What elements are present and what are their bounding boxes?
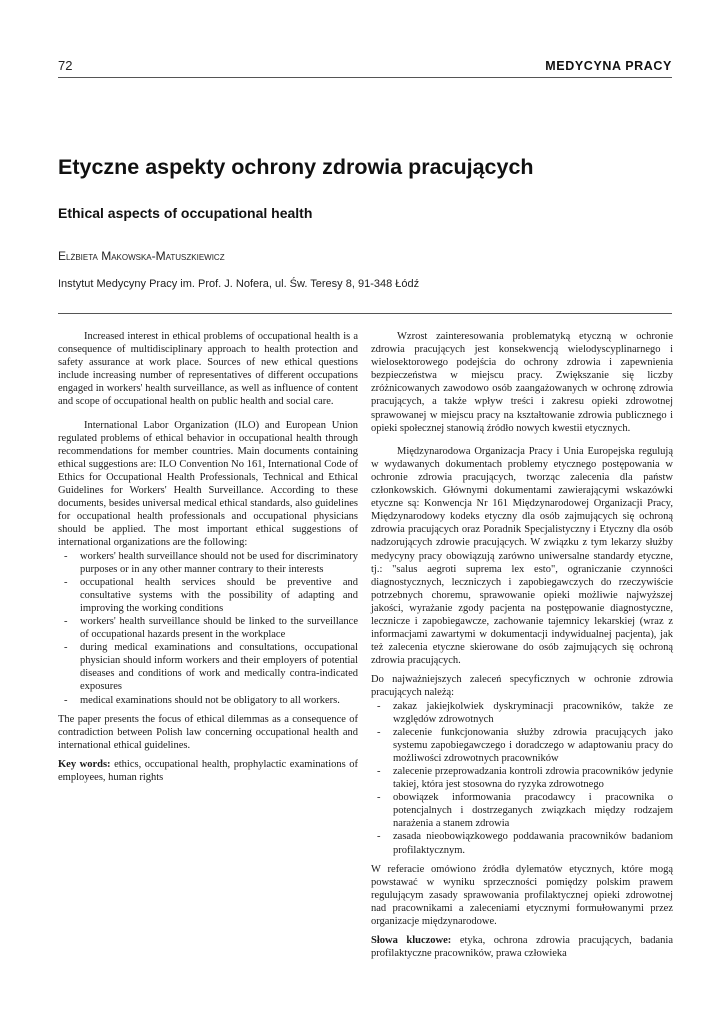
- abstract-en-list: [58, 550, 358, 707]
- abstract-english: [58, 330, 358, 784]
- article-title-polish: Etyczne aspekty ochrony zdrowia pracujących: [58, 155, 534, 179]
- keywords-label: Key words:: [58, 758, 111, 770]
- abstract-pl-keywords: [371, 934, 673, 960]
- journal-name: MEDYCYNA PRACY: [545, 59, 672, 73]
- abstract-pl-list: [371, 700, 673, 857]
- list-item: - workers' health surveillance should be linked to the surveillance of occupational hazards present in the workplace: [58, 615, 358, 641]
- list-item: - zalecenie funkcjonowania służby zdrowia pracujących jako systemu zapobiegawczego i doradczego w adaptowaniu pracy do możliwości zdrowotnych pracowników: [371, 726, 673, 765]
- keywords-text: etyka, ochrona zdrowia pracujących, badania profilaktyczne pracowników, prawa człowieka: [371, 935, 673, 960]
- author-affiliation: Instytut Medycyny Pracy im. Prof. J. Nofera, ul. Św. Teresy 8, 91-348 Łódź: [58, 278, 420, 290]
- abstract-en-keywords: [58, 758, 358, 784]
- page-number: 72: [58, 58, 73, 73]
- abstract-divider: [58, 313, 672, 314]
- abstract-pl-paragraph-1: Wzrost zainteresowania problematyką etyczną w ochronie zdrowia pracujących jest konsekwencją wielodyscyplinarnego i wielosektorowego podejścia do ochrony zdrowia i zapewnienia bezpieczeństwa w miejscu pracy. Zwiększanie się liczby zróżnicowanych zawodowo osób zaangażowanych w ochronę zdrowia pracujących, a także wpływ treści i zakresu opieki zdrowotnej sprawowanej w miejscu pracy na kształtowanie zdrowia publicznego i opieki społecznej stanowią źródło nowych kwestii etycznych.: [371, 331, 673, 434]
- keywords-label: Słowa kluczowe:: [371, 935, 452, 947]
- list-item: - occupational health services should be preventive and consultative systems with the possibility of adapting and improving the working conditions: [58, 576, 358, 615]
- abstract-en-paragraph-3: The paper presents the focus of ethical dilemmas as a consequence of contradiction between Polish law concerning occupational health and international ethical guidelines.: [58, 713, 358, 751]
- abstract-pl-paragraph-2: Międzynarodowa Organizacja Pracy i Unia Europejska regulują w wydawanych dokumentach problemy etycznego postępowania w ochronie zdrowia pracujących, tworząc zalecenia dla państw członkowskich. Głównymi dokumentami zawierającymi wskazówki etyczne są: Konwencja Nr 161 Międzynarodowej Organizacji Pracy, Międzynarodowy kodeks etyczny dla osób zajmujących się ochroną zdrowia pracujących oraz Poradnik Specjalistyczny i Etyczny dla osób nadzorujących zdrowie pracujących. W związku z tym lekarzy służby medycyny pracy obowiązują zarówno uniwersalne standardy etyczne, tj.: "salus aegroti suprema lex esto", ograniczanie czynności diagnostycznych, leczniczych i zapobiegawczych do rzeczywiście potrzebnych choremu, sprawowanie opieki możliwie najwyższej jakości, wyrażanie zgody pacjenta na postępowanie diagnostyczne, lecznicze i zapobiegawcze, zachowanie tajemnicy lekarskiej (wraz z informacjami zawartymi w dokumentacji indywidualnej pacjenta), jak też zalecenia etyczne skierowane do osób zajmujących się ochroną zdrowia pracujących.: [371, 445, 673, 667]
- abstract-pl-paragraph-3: Do najważniejszych zaleceń specyficznych w ochronie zdrowia pracujących należą:: [371, 674, 673, 699]
- list-item: - during medical examinations and consultations, occupational physician should inform workers and their employers of potential diseases and conditions of work and medically contra-indicated exposures: [58, 641, 358, 693]
- list-item: - zasada nieobowiązkowego poddawania pracowników badaniom profilaktycznym.: [371, 830, 673, 856]
- article-title-english: Ethical aspects of occupational health: [58, 205, 313, 221]
- list-item: - zalecenie przeprowadzania kontroli zdrowia pracowników jedynie takiej, która jest stosowna do ryzyka zdrowotnego: [371, 765, 673, 791]
- list-item: - workers' health surveillance should not be used for discriminatory purposes or in any other manner contrary to their interests: [58, 550, 358, 576]
- abstract-en-paragraph-2: International Labor Organization (ILO) and European Union regulated problems of ethical behavior in occupational health through recommendations for member countries. Main documents containing ethical suggestions are: ILO Convention No 161, International Code of Ethics for Occupational Health Professionals, Technical and Ethical Guidelines for Workers' Health Surveillance. According to these documents, besides universal medical ethical standards, also guidelines for occupational health professionals and occupational physicians should be applied. The most important ethical suggestions of international organizations are the following:: [58, 419, 358, 549]
- keywords-text: ethics, occupational health, prophylactic examinations of employees, human rights: [58, 758, 358, 783]
- list-item: - obowiązek informowania pracodawcy i pracownika o potencjalnych i dostrzeganych związkach między rodzajem narażenia a stanem zdrowia: [371, 791, 673, 830]
- abstract-en-paragraph-1: Increased interest in ethical problems of occupational health is a consequence of multidisciplinary approach to health protection and safety assurance at work place. Sources of new ethical questions include increasing number of representatives of different occupations engaged in workers' health surveillance, as well as influence of content and scope of occupational health on public health and social care.: [58, 331, 358, 408]
- abstract-pl-paragraph-4: W referacie omówiono źródła dylematów etycznych, które mogą powstawać w wyniku sprzeczności pomiędzy polskim prawem regulującym zasady sprawowania profilaktycznej opieki zdrowotnej nad pracownikami a zaleceniami etycznymi formułowanymi przez organizacje międzynarodowe.: [371, 863, 673, 928]
- list-item: - medical examinations should not be obligatory to all workers.: [58, 694, 358, 707]
- abstract-polish: [371, 330, 673, 960]
- header-divider: [58, 77, 672, 78]
- list-item: - zakaz jakiejkolwiek dyskryminacji pracowników, także ze względów zdrowotnych: [371, 700, 673, 726]
- author-name: Elżbieta Makowska-Matuszkiewicz: [58, 249, 225, 263]
